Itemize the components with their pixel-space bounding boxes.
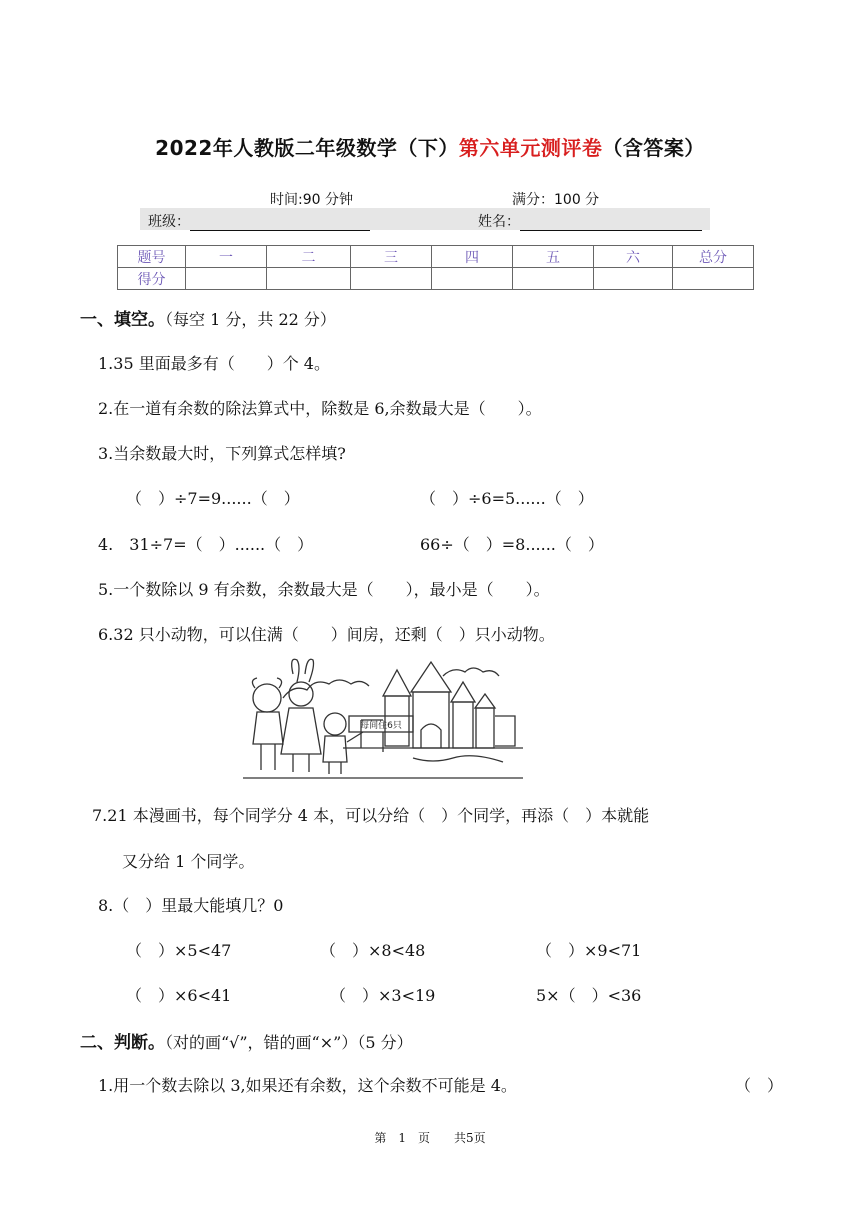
- judge-answer-paren: （ ）: [735, 1076, 784, 1095]
- question-8-item: 5×（ ）<36: [536, 986, 642, 1005]
- table-header-cell: 五: [513, 246, 594, 268]
- score-cell[interactable]: [432, 268, 513, 290]
- class-label: 班级：: [148, 214, 190, 230]
- name-label: 姓名：: [478, 214, 520, 230]
- question-4a: 4. 31÷7=（ ）......（ ）: [98, 535, 314, 554]
- question-2: 2.在一道有余数的除法算式中，除数是 6,余数最大是（ ）。: [98, 399, 542, 418]
- question-1: 1.35 里面最多有（ ）个 4。: [98, 354, 330, 373]
- score-cell[interactable]: [513, 268, 594, 290]
- table-header-cell: 二: [267, 246, 351, 268]
- name-blank: [520, 214, 702, 231]
- section1-title: 一、填空。: [80, 310, 165, 330]
- class-field: [148, 211, 370, 231]
- score-table-score-row: [118, 268, 754, 290]
- table-header-cell: 四: [432, 246, 513, 268]
- question-8-item: （ ）×9<71: [536, 941, 642, 960]
- question-8-item: （ ）×6<41: [126, 986, 232, 1005]
- title-red: 第六单元测评卷: [458, 136, 603, 160]
- table-header-cell: 六: [594, 246, 673, 268]
- section2-note: （对的画“√”，错的画“×”）（5 分）: [165, 1033, 413, 1052]
- question-7-line2: 又分给 1 个同学。: [122, 852, 255, 871]
- score-cell[interactable]: [594, 268, 673, 290]
- question-7-line1: 7.21 本漫画书，每个同学分 4 本，可以分给（ ）个同学，再添（ ）本就能: [92, 806, 650, 825]
- page-title: [0, 132, 860, 161]
- table-header-cell: 总分: [673, 246, 754, 268]
- question-3b: （ ）÷6=5......（ ）: [420, 489, 594, 508]
- score-cell[interactable]: [673, 268, 754, 290]
- name-field: [478, 211, 702, 231]
- question-4b: 66÷（ ）=8......（ ）: [420, 535, 604, 554]
- question-8-item: （ ）×5<47: [126, 941, 232, 960]
- score-cell[interactable]: [267, 268, 351, 290]
- animals-castle-illustration: [243, 658, 523, 786]
- question-8: 8.（ ）里最大能填几？0: [98, 896, 284, 915]
- illustration-sign-text: 每间住6只: [360, 721, 402, 731]
- score-cell[interactable]: [351, 268, 432, 290]
- full-score-info: 满分：100 分: [512, 192, 600, 208]
- score-table: [117, 245, 754, 290]
- section2-heading: [80, 1028, 413, 1053]
- time-info: 时间:90 分钟: [270, 192, 353, 208]
- section1-note: （每空 1 分，共 22 分）: [165, 310, 336, 329]
- question-3: 3.当余数最大时，下列算式怎样填?: [98, 444, 346, 463]
- table-row-label: 得分: [118, 268, 186, 290]
- section2-title: 二、判断。: [80, 1033, 165, 1053]
- section1-heading: [80, 305, 336, 330]
- title-tail: （含答案）: [602, 136, 705, 160]
- table-header-cell: 三: [351, 246, 432, 268]
- table-header-cell: 题号: [118, 246, 186, 268]
- question-6: 6.32 只小动物，可以住满（ ）间房，还剩（ ）只小动物。: [98, 625, 555, 644]
- title-main: 2022年人教版二年级数学（下）: [155, 136, 459, 160]
- table-header-cell: 一: [186, 246, 267, 268]
- score-table-header-row: [118, 246, 754, 268]
- question-3a: （ ）÷7=9......（ ）: [126, 489, 300, 508]
- score-cell[interactable]: [186, 268, 267, 290]
- judge-question-1: 1.用一个数去除以 3,如果还有余数，这个余数不可能是 4。: [98, 1076, 517, 1095]
- question-8-item: （ ）×8<48: [320, 941, 426, 960]
- question-8-item: （ ）×3<19: [330, 986, 436, 1005]
- class-blank: [190, 214, 370, 231]
- question-5: 5.一个数除以 9 有余数，余数最大是（ ），最小是（ ）。: [98, 580, 550, 599]
- page-footer: 第 1 页 共5页: [374, 1131, 486, 1145]
